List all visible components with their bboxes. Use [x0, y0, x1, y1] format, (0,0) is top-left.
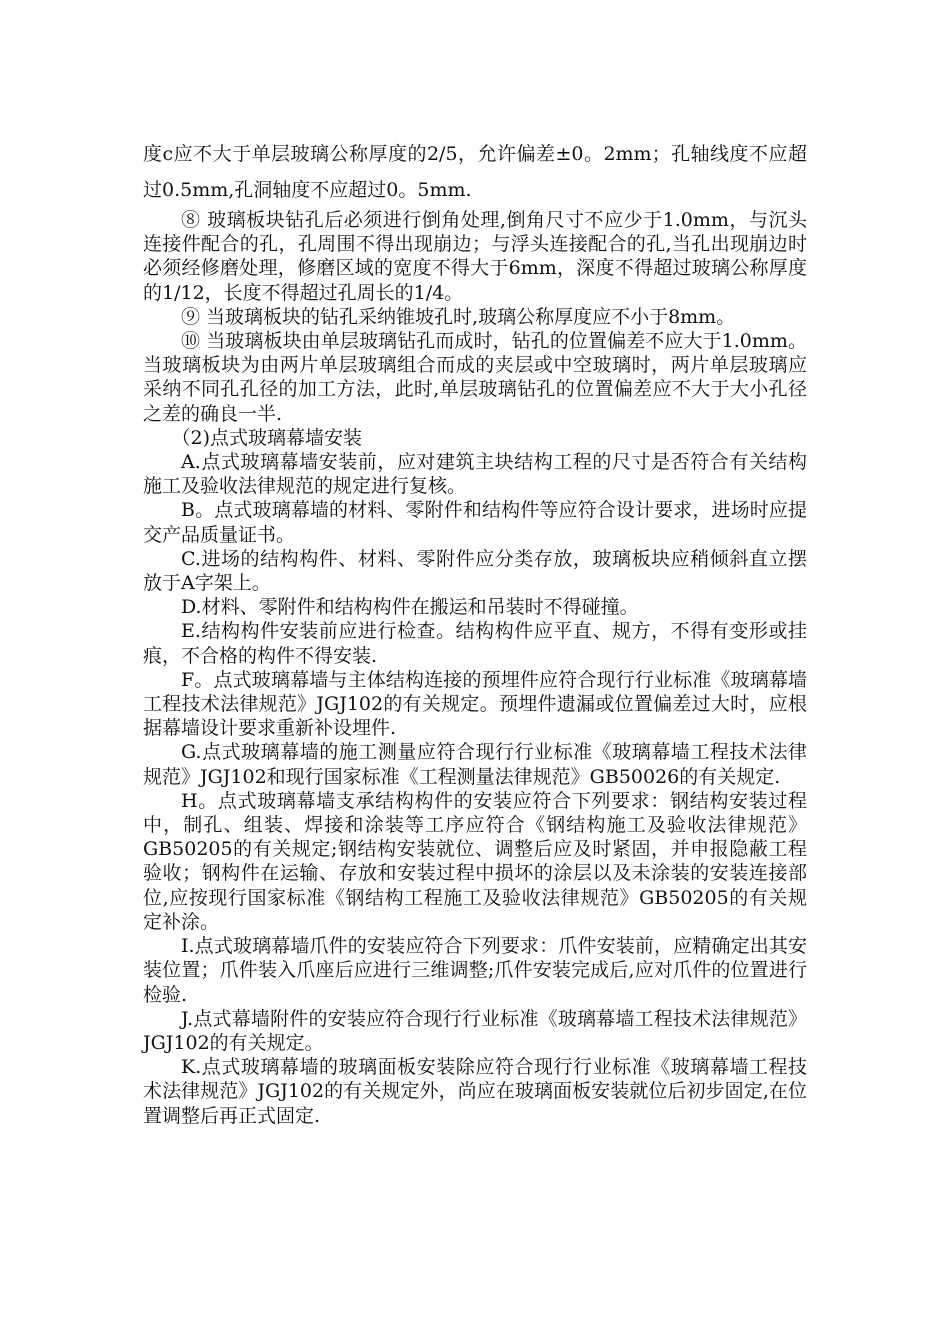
- paragraph-c: C.进场的结构构件、材料、零附件应分类存放，玻璃板块应稍倾斜直立摆放于A字架上。: [143, 547, 807, 595]
- paragraph-item-10: ⑩ 当玻璃板块由单层玻璃钻孔而成时，钻孔的位置偏差不应大于1.0mm。当玻璃板块为由两片单层玻璃组合而成的夹层或中空玻璃时，两片单层玻璃应采纳不同孔孔径的加工方法，此时,单层玻璃钻孔的位置偏差应不大于大小孔径之差的确良一半.: [143, 330, 807, 425]
- paragraph-j: J.点式幕墙附件的安装应符合现行行业标准《玻璃幕墙工程技术法律规范》JGJ102的有关规定。: [143, 1007, 807, 1054]
- paragraph-item-9: ⑨ 当玻璃板块的钻孔采纳锥坡孔时,玻璃公称厚度应不小于8mm。: [181, 305, 736, 328]
- paragraph-k: K.点式玻璃幕墙的玻璃面板安装除应符合现行行业标准《玻璃幕墙工程技术法律规范》JGJ102的有关规定外，尚应在玻璃面板安装就位后初步固定,在位置调整后再正式固定.: [143, 1056, 807, 1127]
- paragraph-g: G.点式玻璃幕墙的施工测量应符合现行行业标准《玻璃幕墙工程技术法律规范》JGJ102和现行国家标准《工程测量法律规范》GB50026的有关规定.: [143, 741, 807, 788]
- paragraph-a: A.点式玻璃幕墙安装前，应对建筑主块结构工程的尺寸是否符合有关结构施工及验收法律规范的规定进行复核。: [143, 451, 807, 498]
- document-page: [143, 136, 807, 1128]
- paragraph-b: B。点式玻璃幕墙的材料、零附件和结构件等应符合设计要求，进场时应提交产品质量证书。: [143, 499, 807, 546]
- paragraph-d: D.材料、零附件和结构构件在搬运和吊装时不得碰撞。: [181, 596, 639, 619]
- paragraph-i: I.点式玻璃幕墙爪件的安装应符合下列要求：爪件安装前，应精确定出其安装位置；爪件装入爪座后应进行三维调整;爪件安装完成后,应对爪件的位置进行检验.: [143, 935, 807, 1006]
- paragraph-item-8: ⑧ 玻璃板块钻孔后必须进行倒角处理,倒角尺寸不应少于1.0mm，与沉头连接件配合的孔，孔周围不得出现崩边；与浮头连接配合的孔,当孔出现崩边时必须经修磨处理，修磨区域的宽度不得大于6mm，深度不得超过玻璃公称厚度的1/12，长度不得超过孔周长的1/4。: [143, 209, 807, 304]
- paragraph-h: H。点式玻璃幕墙支承结构构件的安装应符合下列要求：钢结构安装过程中，制孔、组装、焊接和涂装等工序应符合《钢结构施工及验收法律规范》GB50205的有关规定;钢结构安装就位、调整后应及时紧固，并申报隐蔽工程验收；钢构件在运输、存放和安装过程中损坏的涂层以及未涂装的安装连接部位,应按现行国家标准《钢结构工程施工及验收法律规范》GB50205的有关规定补涂。: [143, 789, 807, 933]
- paragraph-e: E.结构构件安装前应进行检查。结构构件应平直、规方，不得有变形或挂痕，不合格的构件不得安装.: [143, 620, 807, 667]
- paragraph-f: F。点式玻璃幕墙与主体结构连接的预埋件应符合现行行业标准《玻璃幕墙工程技术法律规范》JGJ102的有关规定。预埋件遗漏或位置偏差过大时，应根据幕墙设计要求重新补设埋件.: [143, 668, 807, 740]
- paragraph-continuation: 度c应不大于单层玻璃公称厚度的2/5，允许偏差±0。2mm；孔轴线度不应超过0.5mm,孔洞轴度不应超过0。5mm.: [143, 143, 807, 201]
- section-heading: （2)点式玻璃幕墙安装: [171, 426, 363, 449]
